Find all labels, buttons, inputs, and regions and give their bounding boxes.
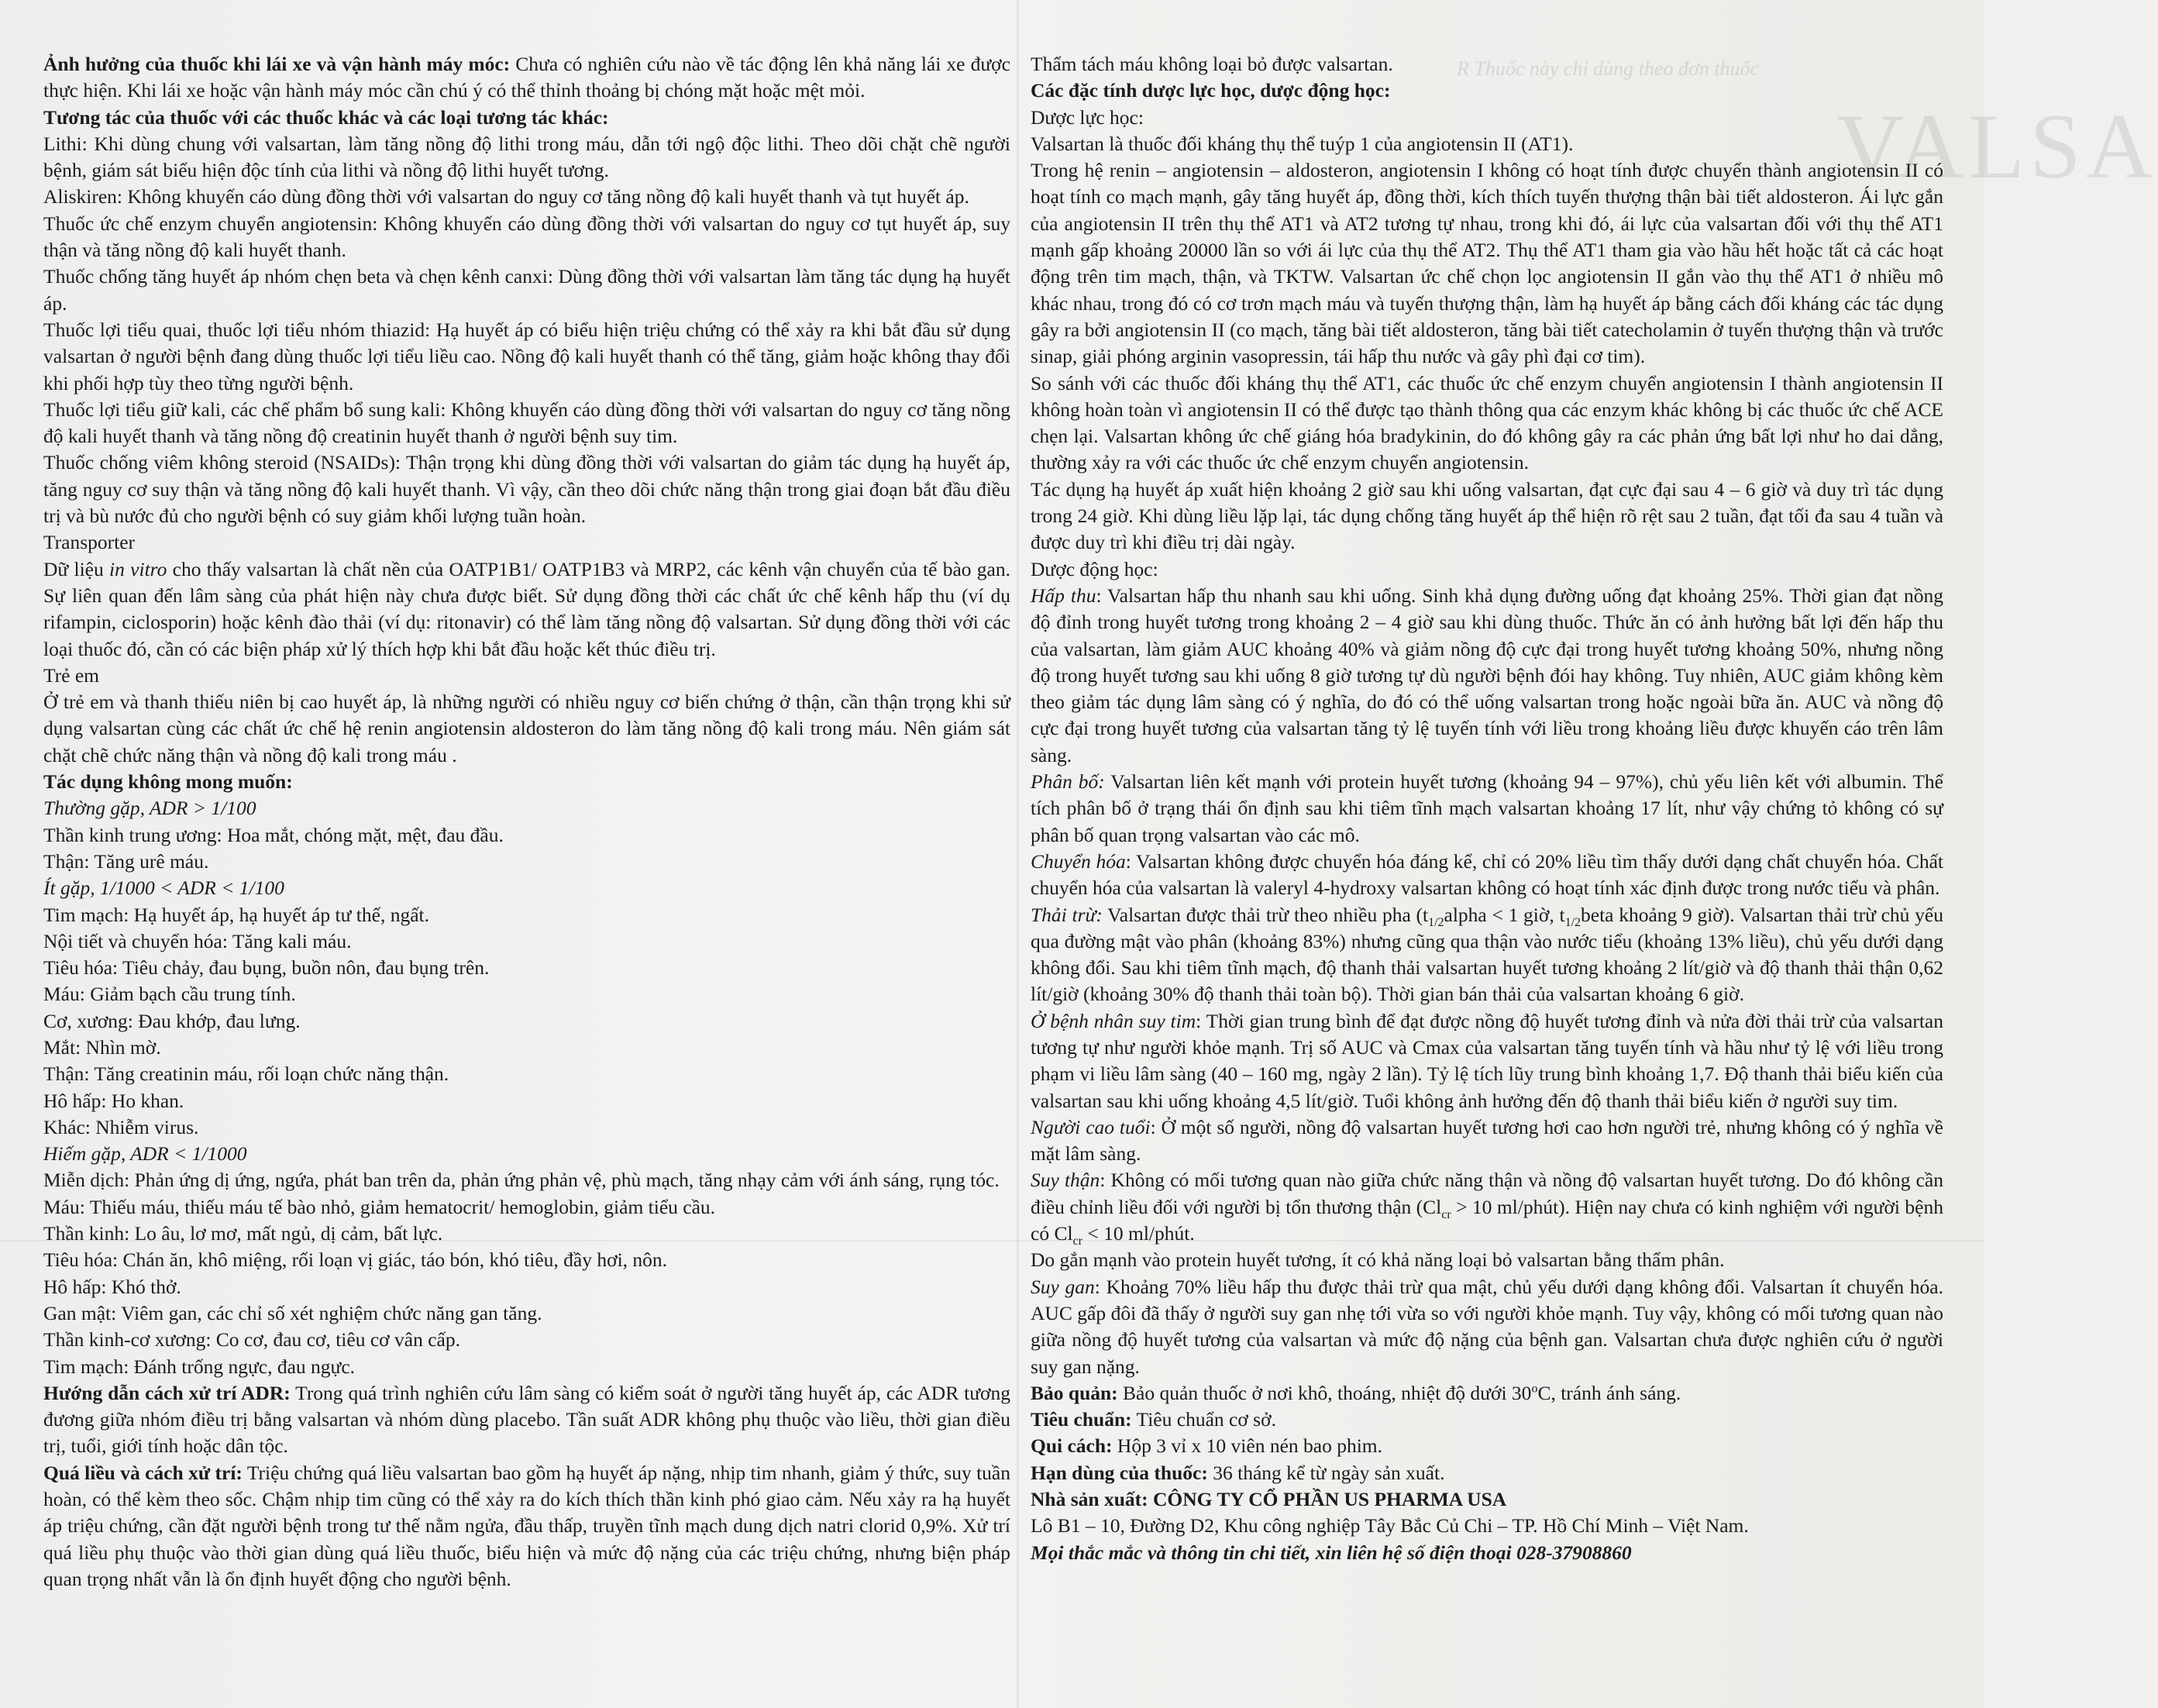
adr-item: Thần kinh trung ương: Hoa mắt, chóng mặt, mệt, đau đầu. xyxy=(43,823,504,846)
interaction-item: Thuốc chống tăng huyết áp nhóm chẹn beta và chẹn kênh canxi: Dùng đồng thời với valsartan làm tăng tác dụng hạ huyết áp. xyxy=(43,265,1010,315)
heart-failure: Ở bệnh nhân suy tim: Thời gian trung bình để đạt được nồng độ huyết tương đỉnh và nửa đời thải trừ của valsartan tương tự như người khỏe mạnh. Trị số AUC và Cmax của valsartan tăng tuyến tính và hầu như tỷ lệ với liều trong phạm vi liều lâm sàng (40 – 160 mg, ngày 2 lần). Tỷ lệ tích lũy trung bình khoảng 1,7. Độ thanh thải biểu kiến của valsartan sau khi uống khoảng 4,5 lít/giờ. Tuổi không ảnh hưởng đến độ thanh thải biểu kiến ở người suy tim. xyxy=(1031,1009,1943,1112)
transporter-label: Transporter xyxy=(43,531,136,554)
pd-label: Dược lực học: xyxy=(1031,105,1144,129)
interaction-item: Thuốc lợi tiểu quai, thuốc lợi tiểu nhóm thiazid: Hạ huyết áp có biểu hiện triệu chứng có thể xảy ra khi bắt đầu sử dụng valsartan ở người bệnh đang dùng thuốc lợi tiểu liều cao. Nồng độ kali huyết thanh có thể tăng, giảm hoặc không thay đổi khi phối hợp tùy theo từng người bệnh. xyxy=(43,318,1010,394)
manufacturer: Nhà sản xuất: CÔNG TY CỔ PHẦN US PHARMA USA xyxy=(1031,1488,1507,1511)
fold-line-vertical xyxy=(1017,0,1019,1708)
manufacturer-address: Lô B1 – 10, Đường D2, Khu công nghiệp Tây Bắc Củ Chi – TP. Hồ Chí Minh – Việt Nam. xyxy=(1031,1514,1749,1538)
metabolism: Chuyển hóa: Valsartan không được chuyển hóa đáng kể, chỉ có 20% liều tìm thấy dưới dạng chất chuyển hóa. Chất chuyển hóa của valsartan là valeryl 4-hydroxy valsartan không có hoạt tính xác định được trong nước tiểu và phân. xyxy=(1031,849,1943,900)
adr-title: Tác dụng không mong muốn: xyxy=(43,770,293,794)
interaction-item: Thuốc ức chế enzym chuyển angiotensin: Không khuyến cáo dùng đồng thời với valsartan do nguy cơ tụt huyết áp, suy thận và tăng nồng độ kali huyết thanh. xyxy=(43,212,1010,262)
hepatic: Suy gan: Khoảng 70% liều hấp thu được thải trừ qua mật, chủ yếu dưới dạng không đổi. Valsartan ít chuyển hóa. AUC gấp đôi đã thấy ở người suy gan nhẹ tới vừa so với người khỏe mạnh. Tuy vậy, không có mối tương quan nào giữa nồng độ huyết tương của valsartan và mức độ nặng của bệnh gan. Valsartan chưa được nghiên cứu ở người suy gan nặng. xyxy=(1031,1275,1943,1378)
adr-item: Máu: Thiếu máu, thiếu máu tế bào nhỏ, giảm hematocrit/ hemoglobin, giảm tiểu cầu. xyxy=(43,1195,716,1218)
left-column xyxy=(43,51,1010,1593)
adr-item: Gan mật: Viêm gan, các chỉ số xét nghiệm chức năng gan tăng. xyxy=(43,1301,542,1324)
adr-item: Tiêu hóa: Chán ăn, khô miệng, rối loạn vị giác, táo bón, khó tiêu, đầy hơi, nôn. xyxy=(43,1248,668,1272)
expiry: Hạn dùng của thuốc: 36 tháng kể từ ngày sản xuất. xyxy=(1031,1461,1445,1484)
bleed-through-brand: VALSA xyxy=(1836,95,2158,198)
adr-item: Hô hấp: Ho khan. xyxy=(43,1089,184,1112)
pd-paragraph: Trong hệ renin – angiotensin – aldosteron, angiotensin I không có hoạt tính được chuyển thành angiotensin II có hoạt tính co mạch mạnh, gây tăng huyết áp, đồng thời, kích thích tuyến thượng thận bài tiết aldosteron. Ái lực gắn của angiotensin II trên thụ thể AT1 và AT2 tương tự nhau, trong khi đó, ái lực của valsartan đối với thụ thể AT1 mạnh gấp khoảng 20000 lần so với ái lực của thụ thể AT2. Thụ thể AT1 tham gia vào hầu hết hoặc tất cả các hoạt động trên tim mạch, thận, và TKTW. Valsartan ức chế chọn lọc angiotensin II gắn vào thụ thể AT1 ở nhiều mô khác nhau, trong đó có cơ trơn mạch máu và tuyến thượng thận, làm hạ huyết áp bằng cách đối kháng các tác dụng gây ra bởi angiotensin II (co mạch, tăng bài tiết aldosteron, tăng bài tiết catecholamin ở tuyến thượng thận và trước sinap, giải phóng arginin vasopressin, tái hấp thu nước và gây phì đại cơ tim). xyxy=(1031,159,1943,368)
adr-item: Tim mạch: Hạ huyết áp, hạ huyết áp tư thế, ngất. xyxy=(43,903,429,926)
adr-item: Cơ, xương: Đau khớp, đau lưng. xyxy=(43,1009,301,1032)
adr-item: Máu: Giảm bạch cầu trung tính. xyxy=(43,983,296,1006)
pk-title: Các đặc tính dược lực học, dược động học: xyxy=(1031,79,1391,102)
adr-item: Thần kinh-cơ xương: Co cơ, đau cơ, tiêu cơ vân cấp. xyxy=(43,1328,460,1352)
overdose-section: Quá liều và cách xử trí: Triệu chứng quá liều valsartan bao gồm hạ huyết áp nặng, nhịp tim nhanh, giảm ý thức, suy tuần hoàn, có thể kèm theo sốc. Chậm nhịp tim cũng có thể xảy ra do kích thích thần kinh phó giao cảm. Nếu xảy ra hạ huyết áp triệu chứng, cần đặt người bệnh trong tư thế nằm ngửa, đầu thấp, truyền tĩnh mạch dung dịch natri clorid 0,9%. Xử trí quá liều phụ thuộc vào thời gian dùng quá liều thuốc, biểu hiện và mức độ nặng của các triệu chứng, nhưng biện pháp quan trọng nhất vẫn là ổn định huyết động cho người bệnh. xyxy=(43,1461,1010,1590)
elderly: Người cao tuổi: Ở một số người, nồng độ valsartan huyết tương hơi cao hơn người trẻ, nhưng không có ý nghĩa về mặt lâm sàng. xyxy=(1031,1115,1943,1166)
pd-paragraph: So sánh với các thuốc đối kháng thụ thể AT1, các thuốc ức chế enzym chuyển angiotensin I thành angiotensin II không hoàn toàn vì angiotensin II có thể được tạo thành thông qua các enzym khác không bị các thuốc ức chế ACE chẹn lại. Valsartan không ức chế giáng hóa bradykinin, do đó không gây ra các phản ứng bất lợi như ho dai dẳng, thường xảy ra với các thuốc ức chế enzym chuyển angiotensin. xyxy=(1031,371,1943,474)
pkin-label: Dược động học: xyxy=(1031,557,1158,580)
interaction-item: Lithi: Khi dùng chung với valsartan, làm tăng nồng độ lithi trong máu, dẫn tới ngộ độc lithi. Theo dõi chặt chẽ người bệnh, giám sát biểu hiện độc tính của lithi và nồng độ lithi huyết tương. xyxy=(43,132,1010,182)
renal-dialysis: Do gắn mạnh vào protein huyết tương, ít có khả năng loại bỏ valsartan bằng thẩm phân. xyxy=(1031,1248,1725,1272)
adr-item: Thận: Tăng urê máu. xyxy=(43,849,209,873)
standard: Tiêu chuẩn: Tiêu chuẩn cơ sở. xyxy=(1031,1408,1276,1431)
renal: Suy thận: Không có mối tương quan nào giữa chức năng thận và nồng độ valsartan huyết tương. Do đó không cần điều chỉnh liều đối với người bị tổn thương thận ($Cl_{cr} > 10$ ml/phút). Hiện nay chưa có kinh nghiệm với người bệnh có $Cl_{cr} < 10$ ml/phút. xyxy=(1031,1169,1943,1248)
interactions-title: Tương tác của thuốc với các thuốc khác và các loại tương tác khác: xyxy=(43,105,609,129)
elimination: Thải trừ: Valsartan được thải trừ theo nhiều pha ($t_{1/2}alpha < 1$ giờ, $t_{1/2}beta$ khoảng 9 giờ). Valsartan thải trừ chủ yếu qua đường mật vào phân (khoảng 83%) nhưng cũng qua thận vào nước tiểu (khoảng 13% liều), chủ yếu dưới dạng không đổi. Sau khi tiêm tĩnh mạch, độ thanh thải valsartan huyết tương khoảng 2 lít/giờ và độ thanh thải thận 0,62 lít/giờ (khoảng 30% độ thanh thải toàn bộ). Thời gian bán thải của valsartan khoảng 6 giờ. xyxy=(1031,903,1943,1006)
pd-paragraph: Tác dụng hạ huyết áp xuất hiện khoảng 2 giờ sau khi uống valsartan, đạt cực đại sau 4 – 6 giờ và duy trì tác dụng trong 24 giờ. Khi dùng liều lặp lại, tác dụng chống tăng huyết áp thể hiện rõ rệt sau 2 tuần, đạt tối đa sau 4 tuần và được duy trì khi điều trị dài ngày. xyxy=(1031,477,1943,554)
adr-common-label: Thường gặp, ADR > 1/100 xyxy=(43,797,256,820)
adr-item: Miễn dịch: Phản ứng dị ứng, ngứa, phát ban trên da, phản ứng phản vệ, phù mạch, tăng nhạy cảm với ánh sáng, rụng tóc. xyxy=(43,1169,1000,1192)
adr-item: Thận: Tăng creatinin máu, rối loạn chức năng thận. xyxy=(43,1062,449,1086)
interaction-item: Thuốc lợi tiểu giữ kali, các chế phẩm bổ sung kali: Không khuyến cáo dùng đồng thời với valsartan do nguy cơ tăng nồng độ kali huyết thanh và tăng nồng độ creatinin huyết thanh ở người bệnh suy tim. xyxy=(43,398,1010,448)
interaction-item: Thuốc chống viêm không steroid (NSAIDs): Thận trọng khi dùng đồng thời với valsartan do giảm tác dụng hạ huyết áp, tăng nguy cơ suy thận và tăng nồng độ kali huyết thanh. Vì vậy, cần theo dõi chức năng thận trong giai đoạn bắt đầu điều trị và bù nước đủ cho người bệnh có suy giảm khối lượng tuần hoàn. xyxy=(43,451,1010,528)
driving-section xyxy=(43,51,1010,105)
adr-item: Khác: Nhiễm virus. xyxy=(43,1115,199,1138)
storage: Bảo quản: Bảo quản thuốc ở nơi khô, thoáng, nhiệt độ dưới 30$^o$C, tránh ánh sáng. xyxy=(1031,1381,1681,1404)
distribution: Phân bố: Valsartan liên kết mạnh với protein huyết tương (khoảng 94 – 97%), chủ yếu liên kết với albumin. Thể tích phân bố ở trạng thái ổn định sau khi tiêm tĩnh mạch valsartan khoảng 17 lít, như vậy chứng tỏ không có sự phân bố quan trọng valsartan vào các mô. xyxy=(1031,770,1943,846)
adr-item: Thần kinh: Lo âu, lơ mơ, mất ngủ, dị cảm, bất lực. xyxy=(43,1222,443,1245)
children-label: Trẻ em xyxy=(43,663,100,687)
adr-item: Nội tiết và chuyển hóa: Tăng kali máu. xyxy=(43,929,352,952)
driving-title: Ảnh hưởng của thuốc khi lái xe và vận hành máy móc: xyxy=(43,53,511,75)
packaging: Qui cách: Hộp 3 vỉ x 10 viên nén bao phim. xyxy=(1031,1434,1383,1458)
transporter-text: Dữ liệu in vitro cho thấy valsartan là chất nền của OATP1B1/ OATP1B3 và MRP2, các kênh vận chuyển của tế bào gan. Sự liên quan đến lâm sàng của phát hiện này chưa được biết. Sử dụng đồng thời các chất ức chế kênh hấp thu (ví dụ rifampin, ciclosporin) hoặc kênh đào thải (ví dụ: ritonavir) có thể làm tăng nồng độ valsartan. Sử dụng đồng thời với các loại thuốc đó, cần có các biện pháp xử lý thích hợp khi bắt đầu hoặc kết thúc điều trị. xyxy=(43,557,1010,660)
children-text: Ở trẻ em và thanh thiếu niên bị cao huyết áp, là những người có nhiều nguy cơ biến chứng ở thận, cần thận trọng khi sử dụng valsartan cùng các chất ức chế hệ renin angiotensin aldosteron do làm tăng nồng độ kali trong máu. Nên giám sát chặt chẽ chức năng thận và nồng độ kali trong máu . xyxy=(43,690,1010,766)
absorption: Hấp thu: Valsartan hấp thu nhanh sau khi uống. Sinh khả dụng đường uống đạt khoảng 25%. Thời gian đạt nồng độ đỉnh trong huyết tương trong khoảng 2 – 4 giờ sau khi dùng thuốc. Thức ăn có ảnh hưởng bất lợi đến hấp thu của valsartan, làm giảm AUC khoảng 40% và giảm nồng độ cực đại trong huyết tương khoảng 50%, nhưng nồng độ trong huyết tương sau khi uống 8 giờ tương tự dù người bệnh đói hay không. Tuy nhiên, AUC giảm không kèm theo giảm tác dụng lâm sàng có ý nghĩa, do đó có thể uống valsartan trong hoặc ngoài bữa ăn. AUC và nồng độ cực đại trong huyết tương của valsartan tăng tỷ lệ tuyến tính với liều trong khoảng liều được khuyến cáo trên lâm sàng. xyxy=(1031,584,1943,766)
adr-item: Hô hấp: Khó thở. xyxy=(43,1275,181,1298)
adr-item: Tiêu hóa: Tiêu chảy, đau bụng, buồn nôn, đau bụng trên. xyxy=(43,956,490,980)
adr-item: Tim mạch: Đánh trống ngực, đau ngực. xyxy=(43,1355,356,1378)
pd-intro: Valsartan là thuốc đối kháng thụ thể tuýp 1 của angiotensin II (AT1). xyxy=(1031,132,1574,155)
right-column xyxy=(1031,51,1943,1566)
contact-line: Mọi thắc mắc và thông tin chi tiết, xin liên hệ số điện thoại 028-37908860 xyxy=(1031,1541,1632,1564)
dialysis-text: Thẩm tách máu không loại bỏ được valsartan. xyxy=(1031,53,1393,75)
adr-item: Mắt: Nhìn mờ. xyxy=(43,1035,161,1059)
adr-guide: Hướng dẫn cách xử trí ADR: Trong quá trình nghiên cứu lâm sàng có kiểm soát ở người tăng huyết áp, các ADR tương đương giữa nhóm điều trị bằng valsartan và nhóm dùng placebo. Tần suất ADR không phụ thuộc vào liều, thời gian điều trị, tuổi, giới tính hoặc dân tộc. xyxy=(43,1381,1010,1458)
bleed-through-rx-note: R Thuốc này chỉ dùng theo đơn thuốc xyxy=(1457,57,1760,80)
interaction-item: Aliskiren: Không khuyến cáo dùng đồng thời với valsartan do nguy cơ tăng nồng độ kali huyết thanh và tụt huyết áp. xyxy=(43,185,969,208)
adr-uncommon-label: Ít gặp, 1/1000 < ADR < 1/100 xyxy=(43,876,284,900)
driving-text: Chưa có nghiên cứu nào về tác động lên khả năng lái xe được thực hiện. Khi lái xe hoặc vận hành máy móc cần chú ý có thể thỉnh thoảng bị chóng mặt hoặc mệt mỏi. xyxy=(43,53,1010,102)
adr-rare-label: Hiếm gặp, ADR < 1/1000 xyxy=(43,1142,247,1166)
